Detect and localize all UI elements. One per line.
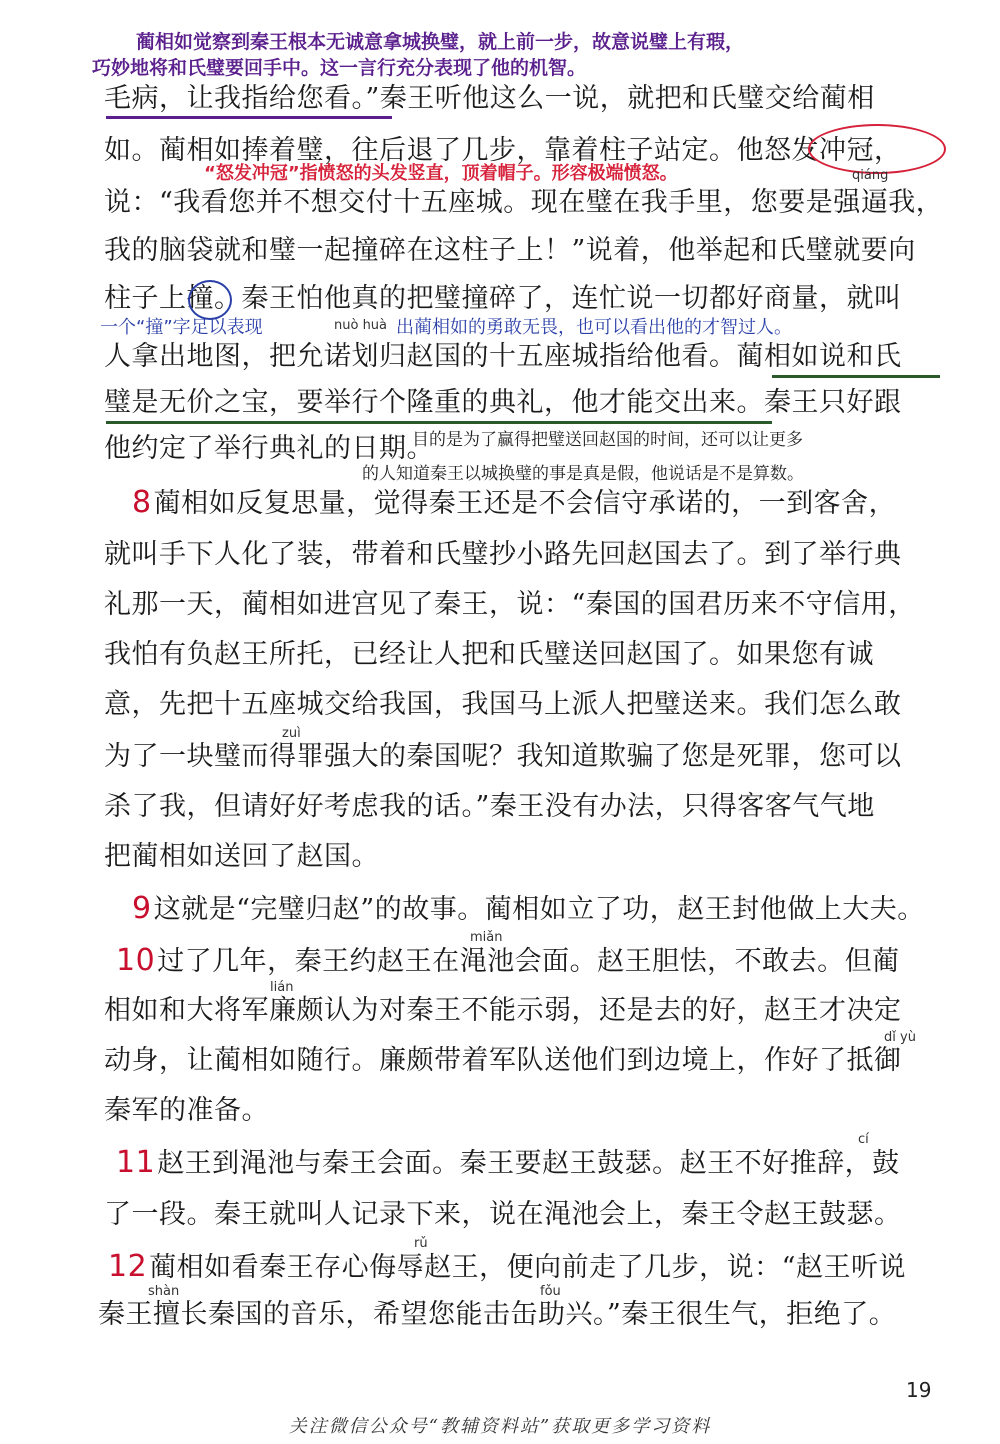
body-line: 说：“我看您并不想交付十五座城。现在璧在我手里，您要是强逼我， xyxy=(104,187,944,218)
pinyin-diyu: dǐ yù xyxy=(884,1030,916,1045)
pinyin-zui: zuì xyxy=(282,726,301,741)
body-line: 柱子上撞。秦王怕他真的把璧撞碎了，连忙说一切都好商量，就叫 xyxy=(104,283,902,314)
pinyin-mian: miǎn xyxy=(470,930,503,945)
green-underline xyxy=(772,375,940,378)
top-annotation-line1: 蔺相如觉察到秦王根本无诚意拿城换璧，就上前一步，故意说璧上有瑕， xyxy=(136,31,745,53)
nufa-annotation: “怒发冲冠”指愤怒的头发竖直，顶着帽子。形容极端愤怒。 xyxy=(204,163,678,184)
purpose-annotation-line2: 的人知道秦王以城换璧的事是真是假，他说话是不是算数。 xyxy=(362,464,804,484)
paragraph-8-line: 8蔺相如反复思量，觉得秦王还是不会信守承诺的，一到客舍， xyxy=(132,485,897,520)
pinyin-shan: shàn xyxy=(148,1284,180,1299)
body-line: 璧是无价之宝，要举行个隆重的典礼，他才能交出来。秦王只好跟 xyxy=(104,387,902,418)
body-line: 如。蔺相如捧着璧，往后退了几步，靠着柱子站定。他怒发冲冠， xyxy=(104,135,902,166)
paragraph-number: 8 xyxy=(132,485,152,520)
paragraph-number: 10 xyxy=(116,943,156,978)
body-line: 毛病，让我指给您看。”秦王听他这么一说，就把和氏璧交给蔺相 xyxy=(104,83,875,114)
zhuang-annotation-part2: 出蔺相如的勇敢无畏，也可以看出他的才智过人。 xyxy=(396,317,792,338)
paragraph-8-line: 意，先把十五座城交给我国，我国马上派人把璧送来。我们怎么敢 xyxy=(104,689,902,720)
paragraph-10-line: 动身，让蔺相如随行。廉颇带着军队送他们到边境上，作好了抵御 xyxy=(104,1045,902,1076)
zhuang-circle xyxy=(188,280,232,320)
paragraph-number: 12 xyxy=(108,1249,148,1284)
body-line: 他约定了举行典礼的日期。 xyxy=(104,433,434,464)
paragraph-12-line: 12蔺相如看秦王存心侮辱赵王，便向前走了几步，说：“赵王听说 xyxy=(108,1249,906,1284)
paragraph-8-line: 为了一块璧而得罪强大的秦国呢？我知道欺骗了您是死罪，您可以 xyxy=(104,741,902,772)
paragraph-12-line: 秦王擅长秦国的音乐，希望您能击缶助兴。”秦王很生气，拒绝了。 xyxy=(98,1299,897,1330)
zhuang-annotation-part1: 一个“撞”字足以表现 xyxy=(100,317,263,338)
pinyin-fou: fǒu xyxy=(540,1284,561,1299)
paragraph-number: 9 xyxy=(132,891,152,926)
green-underline xyxy=(106,421,772,424)
paragraph-8-line: 就叫手下人化了装，带着和氏璧抄小路先回赵国去了。到了举行典 xyxy=(104,539,902,570)
paragraph-10-line: 秦军的准备。 xyxy=(104,1095,269,1126)
pinyin-nuohua: nuò huà xyxy=(334,318,388,333)
pinyin-ru: rǔ xyxy=(414,1236,428,1251)
page-number: 19 xyxy=(906,1378,932,1402)
paragraph-11-line: 了一段。秦王就叫人记录下来，说在渑池会上，秦王令赵王鼓瑟。 xyxy=(104,1199,902,1230)
footer-promo: 关注微信公众号“教辅资料站”获取更多学习资料 xyxy=(288,1416,712,1437)
paragraph-8-line: 杀了我，但请好好考虑我的话。”秦王没有办法，只得客客气气地 xyxy=(104,791,875,822)
paragraph-10-line: 相如和大将军廉颇认为对秦王不能示弱，还是去的好，赵王才决定 xyxy=(104,995,902,1026)
purple-underline xyxy=(106,116,392,119)
paragraph-8-line: 把蔺相如送回了赵国。 xyxy=(104,841,379,872)
pinyin-lian: lián xyxy=(270,980,294,995)
body-line: 我的脑袋就和璧一起撞碎在这柱子上！”说着，他举起和氏璧就要向 xyxy=(104,235,916,266)
body-line: 人拿出地图，把允诺划归赵国的十五座城指给他看。蔺相如说和氏 xyxy=(104,341,902,372)
paragraph-8-line: 我怕有负赵王所托，已经让人把和氏璧送回赵国了。如果您有诚 xyxy=(104,639,874,670)
paragraph-8-line: 礼那一天，蔺相如进宫见了秦王，说：“秦国的国君历来不守信用， xyxy=(104,589,916,620)
nufa-circle xyxy=(808,124,946,174)
pinyin-ci: cí xyxy=(858,1132,869,1147)
top-annotation-line2: 巧妙地将和氏璧要回手中。这一言行充分表现了他的机智。 xyxy=(92,57,587,79)
paragraph-9-line: 9这就是“完璧归赵”的故事。蔺相如立了功，赵王封他做上大夫。 xyxy=(132,891,925,926)
pinyin-qiang: qiáng xyxy=(852,168,889,183)
purpose-annotation-line1: 目的是为了赢得把璧送回赵国的时间，还可以让更多 xyxy=(412,430,803,450)
paragraph-11-line: 11赵王到渑池与秦王会面。秦王要赵王鼓瑟。赵王不好推辞，鼓 xyxy=(116,1145,900,1180)
paragraph-number: 11 xyxy=(116,1145,156,1180)
paragraph-10-line: 10过了几年，秦王约赵王在渑池会面。赵王胆怯，不敢去。但蔺 xyxy=(116,943,900,978)
